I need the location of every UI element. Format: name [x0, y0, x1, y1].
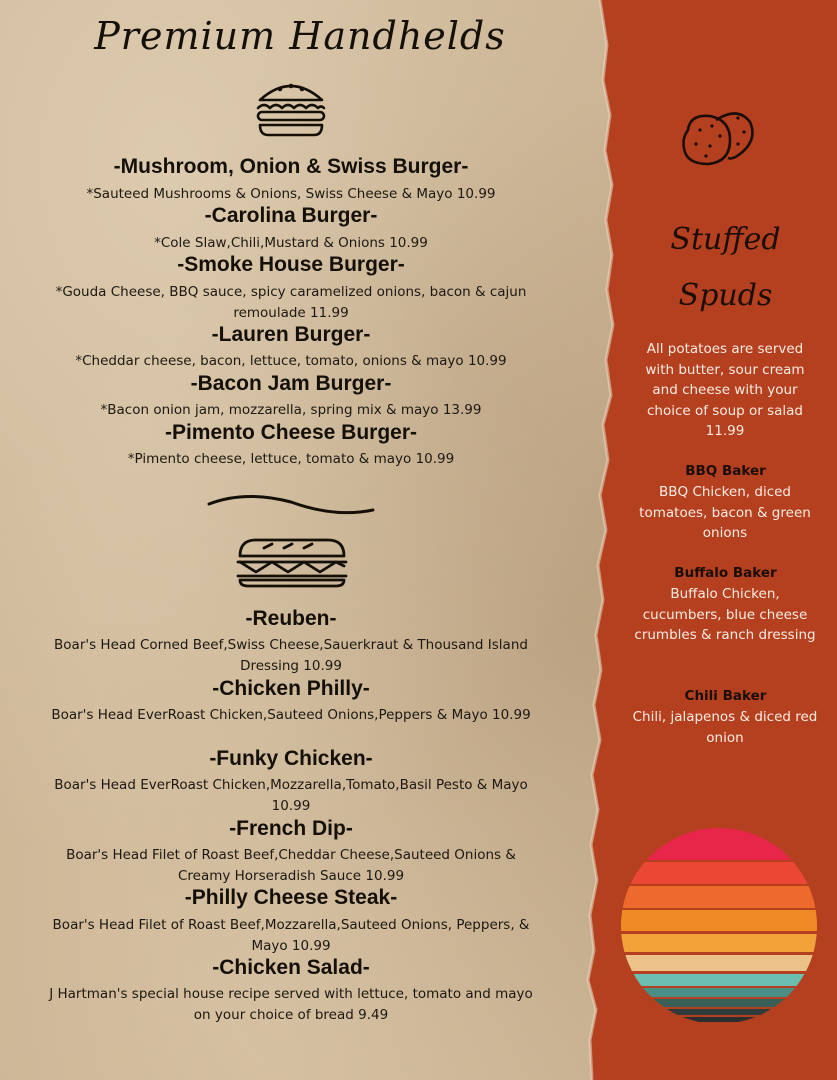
- menu-item-description: Boar's Head Filet of Roast Beef,Cheddar Cheese,Sauteed Onions & Creamy Horseradish Sauce 10.99: [66, 847, 516, 884]
- stuffed-spuds-column: [614, 0, 837, 1080]
- baker-name: Chili Baker: [684, 688, 767, 704]
- burger-icon: [254, 78, 328, 142]
- menu-item-description: *Bacon onion jam, mozzarella, spring mix & mayo 13.99: [100, 402, 482, 418]
- menu-item-description: *Sauteed Mushrooms & Onions, Swiss Cheese & Mayo 10.99: [86, 186, 496, 202]
- baker-description: BBQ Chicken, diced tomatoes, bacon & green onions: [639, 484, 811, 541]
- menu-item-description: *Cheddar cheese, bacon, lettuce, tomato, onions & mayo 10.99: [75, 353, 507, 369]
- menu-item-name: -Chicken Philly-: [212, 677, 370, 700]
- menu-item-description: Boar's Head EverRoast Chicken,Sauteed Onions,Peppers & Mayo 10.99: [51, 707, 531, 723]
- baker-description: Buffalo Chicken, cucumbers, blue cheese crumbles & ranch dressing: [634, 586, 816, 643]
- menu-item-name: -Philly Cheese Steak-: [184, 886, 398, 909]
- baker-description: Chili, jalapenos & diced red onion: [632, 709, 818, 746]
- menu-item-description: *Cole Slaw,Chili,Mustard & Onions 10.99: [154, 235, 428, 251]
- menu-item-description: J Hartman's special house recipe served with lettuce, tomato and mayo on your choice of bread 9.49: [49, 986, 533, 1023]
- spuds-title-line-2: Spuds: [678, 278, 773, 313]
- sub-sandwich-icon: [234, 534, 350, 594]
- swoosh-divider: [205, 488, 377, 528]
- menu-item-name: -Chicken Salad-: [212, 956, 370, 979]
- menu-item-description: Boar's Head Filet of Roast Beef,Mozzarella,Sauteed Onions, Peppers, & Mayo 10.99: [52, 917, 530, 954]
- potato-icon: [680, 100, 756, 174]
- menu-item-description: Boar's Head EverRoast Chicken,Mozzarella,Tomato,Basil Pesto & Mayo 10.99: [54, 777, 528, 814]
- menu-item-name: -Bacon Jam Burger-: [190, 372, 392, 395]
- menu-item-description: *Pimento cheese, lettuce, tomato & mayo 10.99: [127, 451, 455, 467]
- menu-item-name: -Lauren Burger-: [211, 323, 371, 346]
- menu-item-description: Boar's Head Corned Beef,Swiss Cheese,Sauerkraut & Thousand Island Dressing 10.99: [54, 637, 528, 674]
- spuds-title-line-1: Stuffed: [670, 222, 781, 257]
- menu-item-name: -Smoke House Burger-: [177, 253, 405, 276]
- baker-name: BBQ Baker: [685, 463, 766, 479]
- menu-item-name: -Reuben-: [245, 607, 337, 630]
- sunset-icon: [620, 826, 818, 1030]
- baker-name: Buffalo Baker: [674, 565, 777, 581]
- menu-item-description: *Gouda Cheese, BBQ sauce, spicy caramelized onions, bacon & cajun remoulade 11.99: [55, 284, 527, 321]
- menu-item-name: -French Dip-: [229, 817, 353, 840]
- menu-item-name: -Carolina Burger-: [204, 204, 378, 227]
- menu-item-name: -Pimento Cheese Burger-: [164, 421, 418, 444]
- spuds-intro: All potatoes are served with butter, sour cream and cheese with your choice of soup or salad 11.99: [645, 341, 805, 439]
- page-title: Premium Handhelds: [94, 14, 506, 58]
- menu-item-name: -Mushroom, Onion & Swiss Burger-: [113, 155, 469, 178]
- menu-item-name: -Funky Chicken-: [209, 747, 373, 770]
